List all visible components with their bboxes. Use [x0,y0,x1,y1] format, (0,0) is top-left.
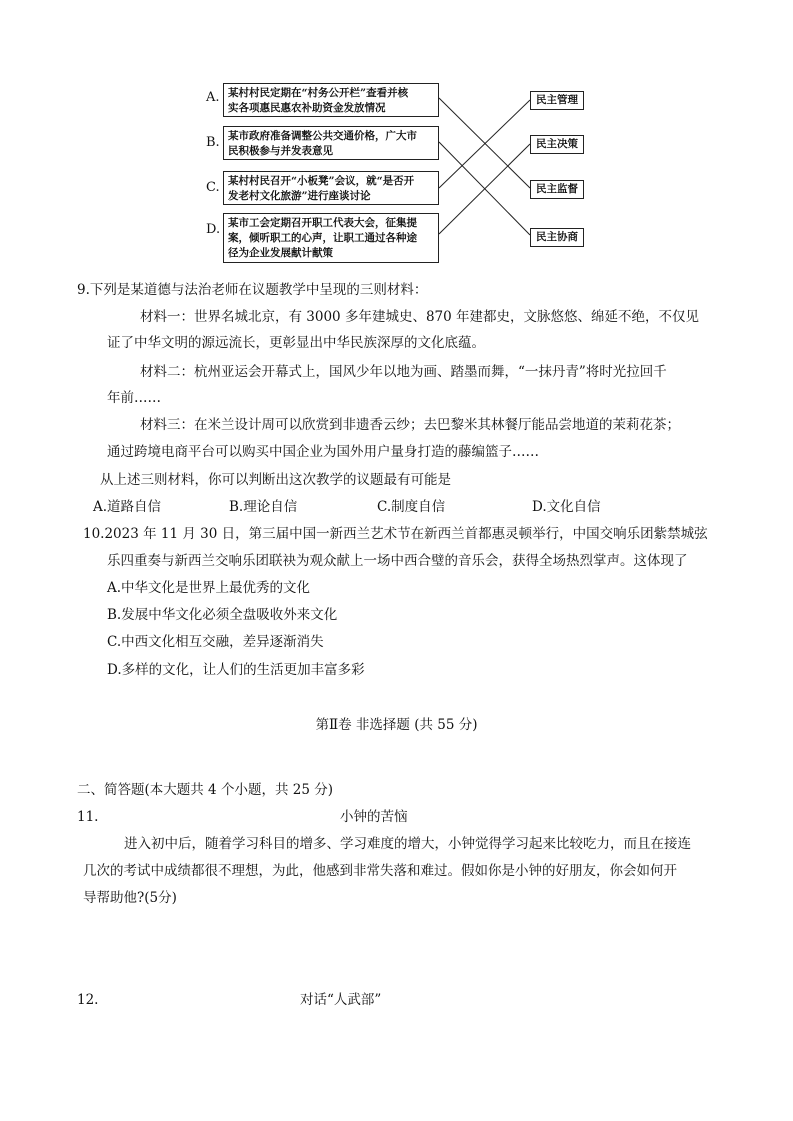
q11-line-3: 导帮助他?(5分) [83,890,177,906]
option-letter-b: B. [206,135,220,150]
q10-option-d: D.多样的文化，让人们的生活更加丰富多彩 [107,662,365,678]
section-2-title: 二、简答题(本大题共 4 个小题，共 25 分) [77,782,333,798]
q9-material-3-line-1: 材料三：在米兰设计周可以欣赏到非遗香云纱；去巴黎米其林餐厅能品尝地道的茉莉花茶； [140,417,680,433]
option-a-line-2: 实各项惠民惠农补助资金发放情况 [228,102,386,114]
q9-question: 从上述三则材料，你可以判断出这次教学的议题最有可能是 [100,472,451,488]
option-c-line-2: 发老村文化旅游”进行座谈讨论 [228,190,371,202]
q10-option-c: C.中西文化相互交融，差异逐渐消失 [107,634,324,650]
option-b-line-1: 某市政府准备调整公共交通价格，广大市 [228,130,417,142]
option-box-a [223,83,439,117]
option-letter-c: C. [206,180,220,195]
option-d-line-3: 径为企业发展献计献策 [228,247,333,259]
tag-democratic-supervision: 民主监督 [530,180,584,199]
q9-option-b: B.理论自信 [229,499,298,515]
option-d-line-2: 案，倾听职工的心声，让职工通过各种途 [228,232,417,244]
q9-material-1-line-2: 证了中华文明的源远流长，更彰显出中华民族深厚的文化底蕴。 [107,335,485,351]
tag-democratic-management: 民主管理 [530,91,584,110]
q11-line-1: 进入初中后，随着学习科目的增多、学习难度的增大，小钟觉得学习起来比较吃力，而且在接连 [124,836,691,852]
q10-line-2: 乐四重奏与新西兰交响乐团联袂为观众献上一场中西合璧的音乐会，获得全场热烈掌声。这体现了 [107,553,688,569]
option-letter-a: A. [206,90,220,105]
q10-line-1: 10.2023 年 11 月 30 日，第三届中国一新西兰艺术节在新西兰首都惠灵顿举行，中国交响乐团紫禁城弦 [83,526,708,542]
q9-stem: 9.下列是某道德与法治老师在议题教学中呈现的三则材料： [77,282,428,298]
q9-material-2-line-2: 年前…… [107,390,161,406]
option-c-line-1: 某村村民召开“小板凳”会议，就“是否开 [228,175,415,187]
tag-democratic-consultation: 民主协商 [530,228,584,247]
option-a-line-1: 某村村民定期在“村务公开栏”查看并核 [228,87,409,99]
option-box-c [223,171,439,205]
q10-option-b: B.发展中华文化必须全盘吸收外来文化 [107,607,338,623]
q11-number: 11. [77,809,99,825]
q11-title: 小钟的苦恼 [340,809,408,825]
q9-material-1-line-1: 材料一：世界名城北京，有 3000 多年建城史、870 年建都史，文脉悠悠、绵延不绝，不仅见 [140,309,699,325]
q12-title: 对话“人武部” [300,992,382,1008]
q9-material-3-line-2: 通过跨境电商平台可以购买中国企业为国外用户量身打造的藤编篮子…… [107,444,539,460]
q11-line-2: 几次的考试中成绩都很不理想，为此，他感到非常失落和难过。假如你是小钟的好朋友，你会如何开 [83,863,677,879]
option-box-d [223,213,439,263]
option-d-line-1: 某市工会定期召开职工代表大会，征集提 [228,217,417,229]
q9-option-d: D.文化自信 [532,499,601,515]
option-b-line-2: 民积极参与并发表意见 [228,145,333,157]
part-2-title: 第Ⅱ卷 非选择题 (共 55 分) [315,717,478,733]
q12-number: 12. [77,992,99,1008]
option-letter-d: D. [206,222,221,237]
q9-option-a: A.道路自信 [93,499,162,515]
tag-democratic-decision: 民主决策 [530,135,584,154]
option-box-b [223,126,439,160]
q10-option-a: A.中华文化是世界上最优秀的文化 [107,580,311,596]
q9-option-c: C.制度自信 [377,499,446,515]
q9-material-2-line-1: 材料二：杭州亚运会开幕式上，国风少年以地为画、踏墨而舞，“一抹丹青”将时光拉回千 [140,364,667,380]
